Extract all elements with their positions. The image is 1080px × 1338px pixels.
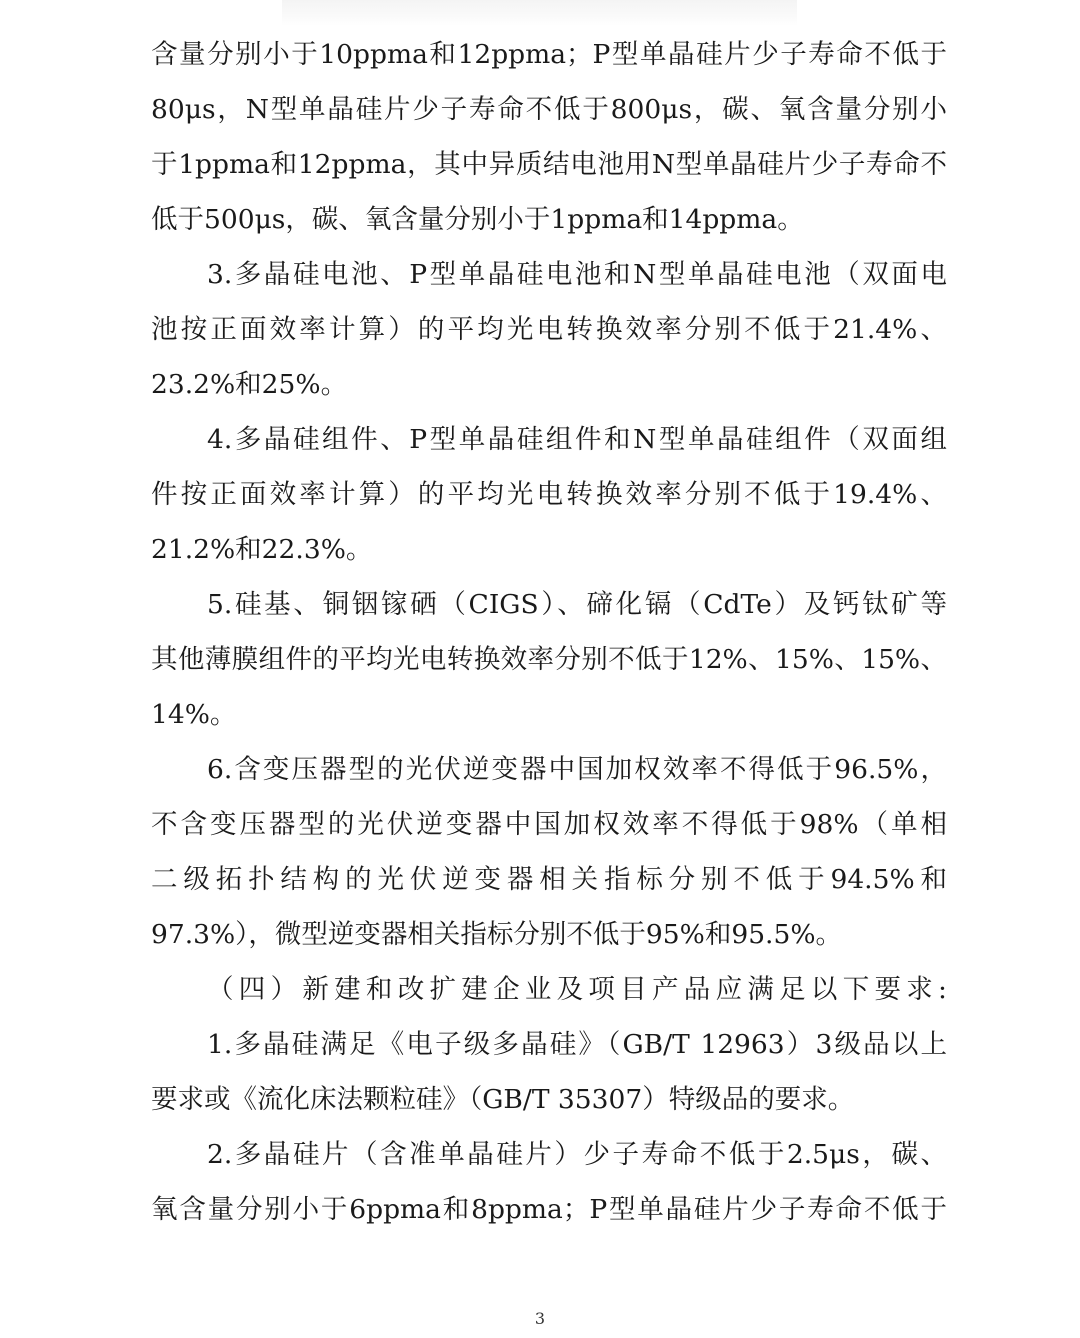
body-text-line: 氧含量分别小于6ppma和8ppma；P型单晶硅片少子寿命不低于 <box>151 1194 947 1225</box>
paragraph-first-line: 6.含变压器型的光伏逆变器中国加权效率不得低于96.5%， <box>207 754 947 785</box>
body-text-line: 97.3%），微型逆变器相关指标分别不低于95%和95.5%。 <box>151 919 843 950</box>
body-text-line: 池按正面效率计算）的平均光电转换效率分别不低于21.4%、 <box>151 314 947 345</box>
section-heading: （四）新建和改扩建企业及项目产品应满足以下要求: <box>207 974 947 1005</box>
paragraph-first-line: 5.硅基、铜铟镓硒（CIGS）、碲化镉（CdTe）及钙钛矿等 <box>207 589 947 620</box>
paragraph-first-line: 1.多晶硅满足《电子级多晶硅》（GB/T 12963）3级品以上 <box>207 1029 947 1060</box>
body-text-line: 不含变压器型的光伏逆变器中国加权效率不得低于98%（单相 <box>151 809 947 840</box>
body-text-line: 于1ppma和12ppma，其中异质结电池用N型单晶硅片少子寿命不 <box>151 149 947 180</box>
body-text-line: 80μs，N型单晶硅片少子寿命不低于800μs，碳、氧含量分别小 <box>151 94 947 125</box>
body-text-line: 低于500μs，碳、氧含量分别小于1ppma和14ppma。 <box>151 204 804 235</box>
paragraph-first-line: 3.多晶硅电池、P型单晶硅电池和N型单晶硅电池（双面电 <box>207 259 947 290</box>
body-text-line: 二级拓扑结构的光伏逆变器相关指标分别不低于94.5%和 <box>151 864 947 895</box>
body-text-line: 要求或《流化床法颗粒硅》（GB/T 35307）特级品的要求。 <box>151 1084 855 1115</box>
paragraph-first-line: 2.多晶硅片（含准单晶硅片）少子寿命不低于2.5μs，碳、 <box>207 1139 947 1170</box>
scan-header-artifact <box>282 0 797 26</box>
page-number: 3 <box>534 1309 546 1328</box>
body-text-line: 含量分别小于10ppma和12ppma；P型单晶硅片少子寿命不低于 <box>151 39 947 70</box>
body-text-line: 21.2%和22.3%。 <box>151 534 373 565</box>
body-text-line: 件按正面效率计算）的平均光电转换效率分别不低于19.4%、 <box>151 479 947 510</box>
body-text-line: 14%。 <box>151 699 237 730</box>
body-text-line: 23.2%和25%。 <box>151 369 348 400</box>
body-text-line: 其他薄膜组件的平均光电转换效率分别不低于12%、15%、15%、 <box>151 644 947 675</box>
paragraph-first-line: 4.多晶硅组件、P型单晶硅组件和N型单晶硅组件（双面组 <box>207 424 947 455</box>
